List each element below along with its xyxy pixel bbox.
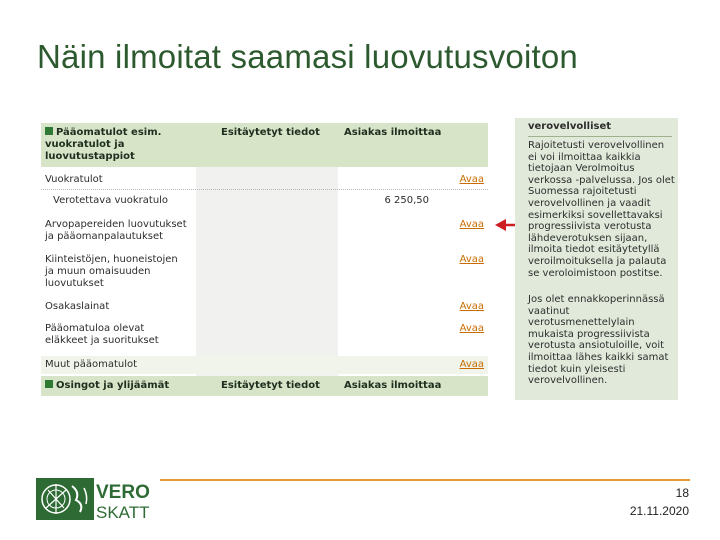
vero-skatt-logo [36, 478, 154, 520]
page-number: 18 [675, 486, 689, 500]
row-label: Pääomatuloa olevat eläkkeet ja suoritukset [45, 323, 159, 346]
divider [41, 189, 488, 190]
table-row [41, 173, 488, 189]
row-label: Osakaslainat [45, 301, 110, 312]
row-value: 6 250,50 [384, 195, 429, 206]
header-col-customer: Asiakas ilmoittaa [344, 127, 442, 138]
row-label: Vuokratulot [45, 174, 103, 185]
open-link[interactable]: Avaa [459, 254, 484, 265]
row-label: Kiinteistöjen, huoneistojen ja muun omaisuuden luovutukset [45, 254, 178, 289]
row-label: Muut pääomatulot [45, 359, 138, 370]
divider [528, 136, 672, 137]
side-panel-title: verovelvolliset [528, 121, 612, 132]
open-link[interactable]: Avaa [459, 359, 484, 370]
header-col-customer: Asiakas ilmoittaa [344, 380, 442, 391]
table-row [41, 300, 488, 316]
table-row [41, 356, 488, 374]
row-label: Verotettava vuokratulo [53, 195, 169, 206]
expand-icon[interactable] [45, 380, 53, 388]
slide-title: Näin ilmoitat saamasi luovutusvoiton [37, 38, 578, 75]
slide-date: 21.11.2020 [629, 504, 689, 518]
side-panel-paragraph: Rajoitetusti verovelvollinen ei voi ilmoittaa kaikkia tietojaan Verolmoitus verkossa -palvelussa. Jos olet Suomessa rajoitetusti verovelvollinen ja vaadit esimerkiksi sovellettavaksi progressiivista verotusta lähdeverotuksen sijaan, ilmoita tiedot esitäytetyllä veroilmoituksella ja palauta se veroloimistoon postitse. [528, 140, 675, 279]
header-col-prefilled: Esitäytetyt tiedot [221, 380, 320, 391]
header-col-category: Pääomatulot esim. vuokratulot ja luovutustappiot [45, 127, 162, 162]
row-label: Arvopapereiden luovutukset ja pääomanpalautukset [45, 219, 187, 242]
header-col-category: Osingot ja ylijäämät [56, 380, 170, 391]
open-link[interactable]: Avaa [459, 174, 484, 185]
table-row [41, 253, 488, 293]
open-link[interactable]: Avaa [459, 323, 484, 334]
table-header-dividends [41, 376, 488, 396]
logo-text-vero: VERO [96, 482, 150, 503]
table-row [41, 218, 488, 246]
open-link[interactable]: Avaa [459, 219, 484, 230]
logo-text-skatt: SKATT [96, 503, 150, 520]
header-col-prefilled: Esitäytetyt tiedot [221, 127, 320, 138]
table-header-capital-income [41, 123, 488, 167]
side-panel-paragraph: Jos olet ennakkoperinnässä vaatinut verotusmenettelylain mukaista progressiivista verotusta ansiotuloille, voit ilmoittaa lähes kaikki samat tiedot kuin yleisesti verovelvollinen. [528, 294, 669, 387]
open-link[interactable]: Avaa [459, 301, 484, 312]
table-row [41, 194, 488, 210]
tax-form-screenshot [41, 123, 488, 397]
footer-divider [160, 479, 690, 481]
collapse-icon[interactable] [45, 127, 53, 135]
info-side-panel [515, 118, 678, 400]
table-row [41, 322, 488, 350]
